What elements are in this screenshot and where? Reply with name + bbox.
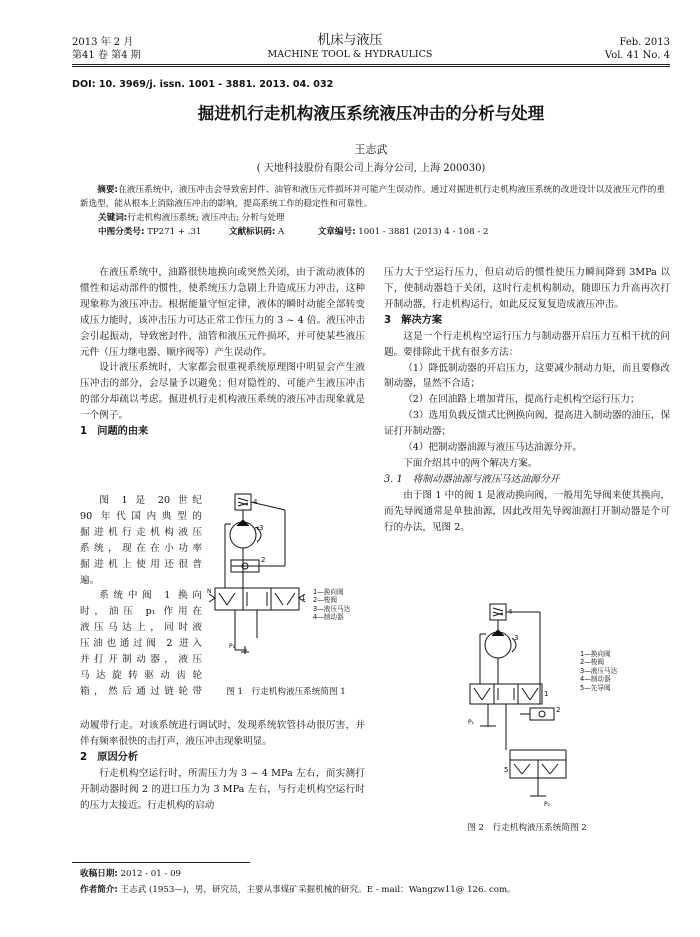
author-name: 王志武 [354, 143, 388, 156]
abstract [80, 184, 665, 211]
legend-item: 4—制动器 [580, 675, 611, 684]
author-affiliation: ( 天地科技股份有限公司上海分公司, 上海 200030) [256, 163, 486, 174]
figure-2-legend [580, 650, 640, 692]
header-rule-thin [72, 66, 670, 67]
svg-text:2: 2 [556, 706, 561, 714]
solution-item-4: （4）把制动器油源与液压马达油源分开。 [403, 442, 582, 454]
wrap-line: 并打开制动器，液压 [80, 654, 202, 666]
figure-2-schematic [440, 600, 580, 810]
svg-text:3: 3 [259, 524, 264, 532]
svg-text:1: 1 [544, 690, 549, 698]
abstract-text: 在液压系统中，液压冲击会导致密封件、油管和液压元件损坏并可能产生误动作。通过对掘进机行走机构液压系统的改进设计以及液压元件的重新选型，能从根本上消除液压冲击的影响，提高系统工作的稳定性和可靠性。 [80, 185, 665, 209]
section-1-heading: 1 问题的由来 [80, 426, 149, 438]
wrap-line: 马达旋转驱动齿轮 [80, 669, 202, 681]
figure-1-schematic [205, 490, 367, 676]
journal-name-en: MACHINE TOOL & HYDRAULICS [267, 49, 433, 60]
label-p1: P₁ [229, 643, 236, 650]
legend-item: 1—换向阀 [313, 588, 344, 596]
doi: DOI: 10. 3969/j. issn. 1001 - 3881. 2013. 04. 032 [72, 79, 334, 90]
section-1-wrapped-text [80, 493, 202, 700]
svg-text:N: N [207, 588, 212, 595]
solution-item-1: （1）降低制动器的开启压力，这要减少制动力矩，而且要修改制动器，显然不合适； [384, 362, 670, 390]
section-1-rest: 动履带行走。对该系统进行调试时，发现系统软管抖动很厉害，并伴有频率很快的击打声，液压冲击现象明显。 [80, 720, 365, 747]
section-3-intro: 这是一个行走机构空运行压力与制动器开启压力互相干扰的问题。要排除此干扰有很多方法： [384, 330, 670, 358]
pilot-valve-symbol [510, 760, 538, 778]
wrap-line: 液压马达上，同时液 [80, 622, 202, 634]
abstract-label: 摘要: [97, 185, 118, 195]
article-number-label: 文章编号: [317, 227, 356, 237]
intro-paragraph-1: 在液压系统中，油路很快地换向或突然关闭，由于流动液体的惯性和运动部件的惯性，使系统压力急剧上升造成压力冲击，这种现象称为液压冲击。根据能量守恒定律，液体的瞬时动能全部转变成压力能时，该冲击压力可达正常工作压力的 3 ~ 4 倍。液压冲击会引起振动，导致密封件、油管和液压元件损坏，并可使某些液压元件（压力继电器、顺序阀等）产生误动作。 [80, 267, 365, 358]
clc-label: 中图分类号: [98, 227, 145, 237]
svg-text:4: 4 [253, 498, 258, 506]
section-2-continued: 压力大于空运行压力，但启动后的惯性使压力瞬间降到 3MPa 以下，使制动器趋于关闭，这时行走机构制动，随即压力升高再次打开制动器，行走机构运行，如此反反复复造成液压冲击。 [384, 267, 670, 310]
left-column [80, 265, 365, 440]
figure-2-caption: 图 2 行走机构液压系统简图 2 [467, 823, 587, 833]
shuttle-valve-symbol [530, 708, 554, 720]
wrap-line: 掘进机上使用还很普 [80, 558, 202, 570]
figure-1 [205, 490, 367, 697]
keywords [98, 212, 658, 226]
subsection-3-1-heading: 3. 1 将制动器油源与液压马达油源分开 [384, 473, 560, 485]
svg-text:2: 2 [261, 556, 266, 564]
header-issue-info [72, 36, 141, 62]
received-date [80, 868, 670, 882]
doc-code-label: 文献标识码: [228, 227, 276, 237]
brake-symbol [490, 604, 506, 620]
section-3-heading: 3 解决方案 [384, 314, 443, 326]
header-journal [200, 33, 500, 61]
footnote-rule [72, 862, 250, 863]
wrap-line: 90 年代国内典型的 [80, 510, 202, 522]
solution-item-2: （2）在回油路上增加背压，提高行走机构空运行压力； [403, 394, 640, 406]
subsection-3-1-text: 由于图 1 中的阀 1 是液动换向阀，一般用先导阀来使其换向，而先导阀通常是单独油源，因此改用先导阀油源打开制动器是个可行的办法，见图 2。 [384, 489, 670, 533]
header-rule [72, 64, 670, 65]
solution-item-3: （3）选用负载反馈式比例换向阀，提高进入制动器的油压，保证打开制动器； [384, 410, 670, 438]
svg-text:3: 3 [514, 634, 519, 642]
header-date-en: Feb. 2013 [619, 37, 670, 48]
figure-2 [440, 600, 670, 840]
left-column-continued [80, 718, 365, 814]
wrap-line: 图 1 是 20 世纪 [99, 495, 202, 506]
header-date: 2013 年 2 月 [72, 37, 134, 48]
header-volume-en: Vol. 41 No. 4 [604, 50, 670, 61]
wrap-line: 时，油压 p₁ 作用在 [80, 606, 202, 618]
author-bio [80, 884, 670, 898]
wrap-line: 压油也通过阀 2 进入 [80, 638, 202, 650]
label-p2: P₂ [544, 801, 551, 808]
journal-name-cn: 机床与液压 [317, 33, 383, 48]
wrap-line: 遍。 [80, 574, 100, 586]
wrap-line: 掘进机行走机构液压 [80, 526, 202, 538]
header-issue-info-en [605, 36, 670, 62]
label-p1: P₁ [468, 719, 475, 726]
wrap-line: 箱，然后通过链轮带 [80, 685, 202, 697]
svg-text:1: 1 [301, 594, 306, 602]
bio-text: 王志武 (1953—)，男，研究员，主要从事煤矿采掘机械的研究。E - mail：Wangzw11@ 126. com。 [120, 885, 516, 895]
figure-1-legend [313, 588, 369, 622]
svg-text:4: 4 [508, 608, 513, 616]
brake-symbol [235, 494, 251, 510]
figure-1-caption: 图 1 行走机构液压系统简图 1 [226, 687, 346, 697]
legend-item: 2—梭阀 [313, 596, 337, 605]
section-2-text: 行走机构空运行时，所需压力为 3 ~ 4 MPa 左右，而实测打开制动器时阀 2 的进口压力为 3 MPa 左右，与行走机构空运行时的压力太接近。行走机构的启动 [80, 767, 365, 811]
right-column [384, 265, 670, 536]
classification [98, 226, 668, 240]
keywords-text: 行走机构液压系统; 液压冲击; 分析与处理 [127, 213, 285, 223]
directional-valve-block-a [215, 588, 243, 610]
legend-item: 2—梭阀 [580, 658, 604, 667]
bio-label: 作者简介: [80, 885, 118, 895]
legend-item: 1—换向阀 [580, 650, 611, 658]
intro-paragraph-2: 设计液压系统时，大家都会很重视系统原理图中明显会产生液压冲击的部分，会尽量予以避免；但对隐性的、可能产生液压冲击的部分却疏以考虑。掘进机行走机构液压系统的液压冲击现象就是一个例子。 [80, 362, 365, 422]
header-volume: 第41 卷 第4 期 [72, 50, 141, 61]
section-2-heading: 2 原因分析 [80, 751, 139, 763]
clc-value: TP271 + .31 [147, 227, 202, 237]
legend-item: 5—先导阀 [580, 683, 611, 692]
directional-valve-block-a [470, 684, 494, 704]
keywords-label: 关键词: [98, 213, 128, 223]
svg-text:5: 5 [504, 766, 509, 774]
legend-item: 3—液压马达 [580, 666, 618, 675]
doc-code-value: A [278, 227, 285, 237]
wrap-line: 系统，现在在小功率 [80, 542, 202, 554]
article-number-value: 1001 - 3881 (2013) 4 - 108 - 2 [358, 227, 489, 237]
received-label: 收稿日期: [80, 869, 118, 879]
legend-item: 4—制动器 [313, 613, 344, 622]
wrap-line: 系统中阀 1 换向 [99, 590, 202, 602]
solutions-intro: 下面介绍其中的两个解决方案。 [403, 457, 538, 469]
legend-item: 3—液压马达 [313, 604, 351, 613]
received-value: 2012 - 01 - 09 [120, 869, 182, 879]
paper-title: 掘进机行走机构液压系统液压冲击的分析与处理 [197, 104, 545, 123]
